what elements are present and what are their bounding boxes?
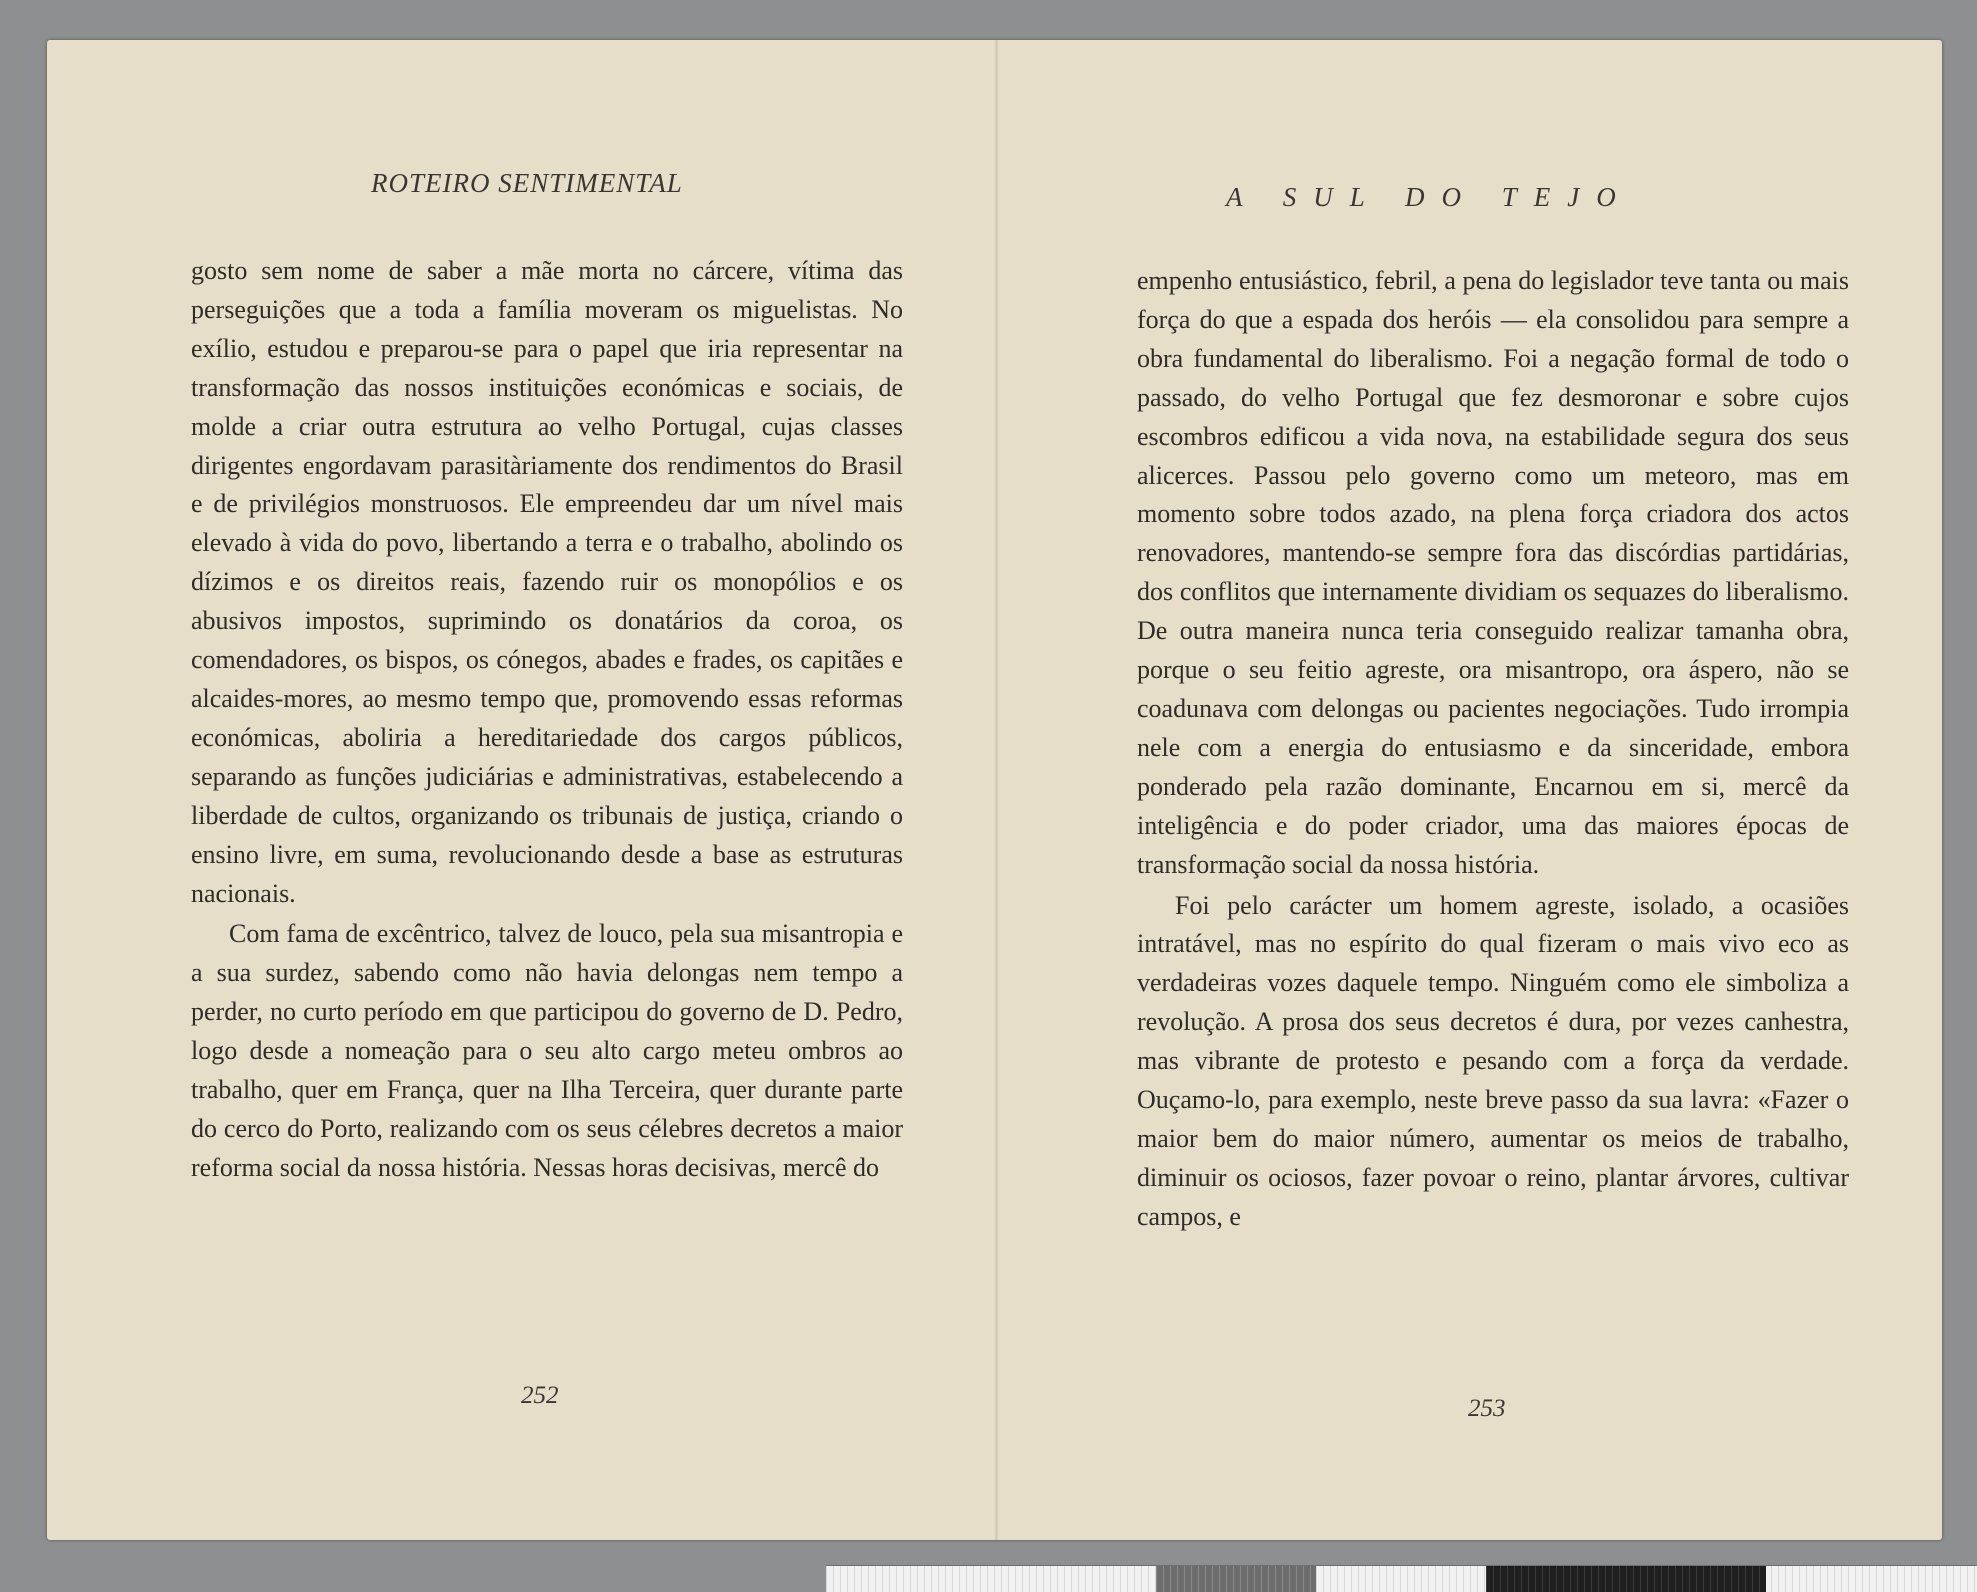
body-text-left	[191, 252, 903, 1188]
book-spread	[47, 40, 1942, 1540]
page-number-right: 253	[1468, 1395, 1506, 1422]
paragraph: Com fama de excêntrico, talvez de louco, pela sua misantropia e a sua surdez, sabendo como não havia delongas nem tempo a perder, no curto período em que participou do governo de D. Pedro, logo desde a nomeação para o seu alto cargo meteu ombros ao trabalho, quer em França, quer na Ilha Terceira, quer durante parte do cerco do Porto, realizando com os seus célebres decretos a maior reforma social da nossa história. Nessas horas decisivas, mercê do	[191, 919, 903, 1182]
scale-ruler	[826, 1565, 1977, 1592]
paragraph: empenho entusiástico, febril, a pena do legislador teve tanta ou mais força do que a espada dos heróis — ela consolidou para sempre a obra fundamental do liberalismo. Foi a negação formal de todo o passado, do velho Portugal que fez desmoronar e sobre cujos escombros edificou a vida nova, na estabilidade segura dos seus alicerces. Passou pelo governo como um meteoro, mas em momento sobre todos azado, na plena força criadora dos actos renovadores, mantendo-se sempre fora das discórdias partidárias, dos conflitos que internamente dividiam os sequazes do liberalismo. De outra maneira nunca teria conseguido realizar tamanha obra, porque o seu feitio agreste, ora misantropo, ora áspero, não se coadunava com delongas ou pacientes negociações. Tudo irrompia nele com a energia do entusiasmo e da sinceridade, embora ponderado pela razão dominante, Encarnou em si, mercê da inteligência e do poder criador, uma das maiores épocas de transformação social da nossa história.	[1137, 266, 1849, 879]
left-page	[47, 40, 995, 1540]
body-text-right	[1137, 262, 1849, 1237]
paragraph: Foi pelo carácter um homem agreste, isolado, a ocasiões intratável, mas no espírito do qual fizeram o mais vivo eco as verdadeiras vozes daquele tempo. Ninguém como ele simboliza a revolução. A prosa dos seus decretos é dura, por vezes canhestra, mas vibrante de protesto e pesando com a força da verdade. Ouçamo-lo, para exemplo, neste breve passo da sua lavra: «Fazer o maior bem do maior número, aumentar os meios de trabalho, diminuir os ociosos, fazer povoar o reino, plantar árvores, cultivar campos, e	[1137, 890, 1849, 1231]
page-number-left: 252	[521, 1382, 559, 1409]
running-head-left: ROTEIRO SENTIMENTAL	[371, 168, 683, 198]
ruler-gray-segment	[1156, 1566, 1316, 1592]
right-page	[998, 40, 1942, 1540]
paragraph: gosto sem nome de saber a mãe morta no cárcere, vítima das perseguições que a toda a família moveram os miguelistas. No exílio, estudou e preparou-se para o papel que iria representar na transformação das nossos instituições económicas e sociais, de molde a criar outra estrutura ao velho Portugal, cujas classes dirigentes engordavam parasitàriamente dos rendimentos do Brasil e de privilégios monstruosos. Ele empreendeu dar um nível mais elevado à vida do povo, libertando a terra e o trabalho, abolindo os dízimos e os direitos reais, fazendo ruir os monopólios e os abusivos impostos, suprimindo os donatários da coroa, os comendadores, os bispos, os cónegos, abades e frades, os capitães e alcaides-mores, ao mesmo tempo que, promovendo essas reformas económicas, aboliria a hereditariedade dos cargos públicos, separando as funções judiciárias e administrativas, estabelecendo a liberdade de cultos, organizando os tribunais de justiça, criando o ensino livre, em suma, revolucionando desde a base as estruturas nacionais.	[191, 256, 903, 908]
ruler-dark-segment	[1486, 1566, 1766, 1592]
running-head-right: A SUL DO TEJO	[1226, 182, 1633, 212]
